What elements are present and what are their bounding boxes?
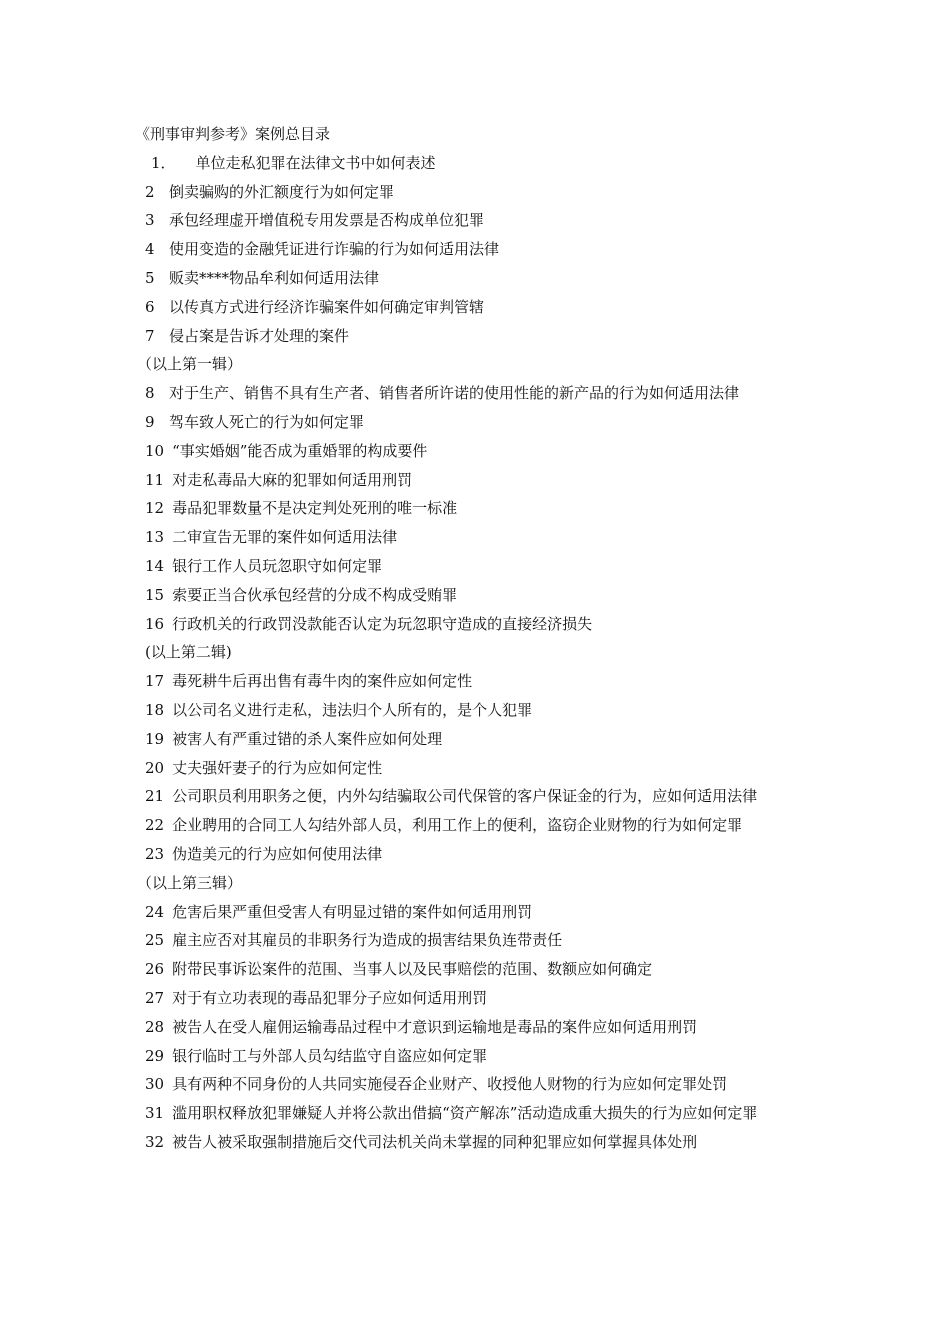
section-marker: （以上第三辑） <box>137 873 243 892</box>
catalog-entry <box>145 667 810 696</box>
catalog-entry <box>145 379 810 408</box>
entry-number: 12 <box>145 499 165 518</box>
entry-title: “事实婚姻”能否成为重婚罪的构成要件 <box>172 441 428 460</box>
catalog-entry <box>145 552 810 581</box>
catalog-entry <box>145 926 810 955</box>
catalog-entry <box>145 1099 810 1128</box>
catalog-entry <box>145 322 810 351</box>
catalog-entry <box>145 811 810 840</box>
catalog-entry <box>145 840 810 869</box>
entry-title: 雇主应否对其雇员的非职务行为造成的损害结果负连带责任 <box>172 931 563 950</box>
catalog-entry <box>145 178 810 207</box>
catalog-entry <box>145 754 810 783</box>
entry-number: 17 <box>145 672 165 691</box>
entry-number: 16 <box>145 614 165 633</box>
entry-number: 15 <box>145 585 165 604</box>
entry-title: 驾车致人死亡的行为如何定罪 <box>169 412 365 431</box>
catalog-entry <box>145 1070 810 1099</box>
catalog-entry <box>145 581 810 610</box>
entry-title: 丈夫强奸妻子的行为应如何定性 <box>172 758 383 777</box>
entry-title: 二审宣告无罪的案件如何适用法律 <box>172 528 398 547</box>
entry-number: 11 <box>145 470 165 489</box>
entry-number: 22 <box>145 816 165 835</box>
catalog-entry <box>145 696 810 725</box>
entry-title: 以公司名义进行走私，违法归个人所有的，是个人犯罪 <box>172 700 533 719</box>
entry-number: 8 <box>145 384 155 403</box>
entry-title: 对走私毒品大麻的犯罪如何适用刑罚 <box>172 470 413 489</box>
entry-title: 毒死耕牛后再出售有毒牛肉的案件应如何定性 <box>172 672 473 691</box>
entry-title: 以传真方式进行经济诈骗案件如何确定审判管辖 <box>169 297 485 316</box>
entry-number: 31 <box>145 1104 165 1123</box>
entry-title: 对于生产、销售不具有生产者、销售者所许诺的使用性能的新产品的行为如何适用法律 <box>169 384 740 403</box>
entry-number: 32 <box>145 1132 165 1151</box>
entry-title: 企业聘用的合同工人勾结外部人员，利用工作上的便利，盗窃企业财物的行为如何定罪 <box>172 816 743 835</box>
catalog-entry <box>145 235 810 264</box>
entry-number: 18 <box>145 700 165 719</box>
entry-title: 单位走私犯罪在法律文书中如何表述 <box>195 153 436 172</box>
catalog-entry <box>145 466 810 495</box>
entry-number: 6 <box>145 297 155 316</box>
entry-title: 索要正当合伙承包经营的分成不构成受贿罪 <box>172 585 458 604</box>
catalog-entry <box>145 408 810 437</box>
entry-title: 行政机关的行政罚没款能否认定为玩忽职守造成的直接经济损失 <box>172 614 593 633</box>
catalog-entry <box>145 264 810 293</box>
entry-title: 侵占案是告诉才处理的案件 <box>169 326 350 345</box>
entry-title: 附带民事诉讼案件的范围、当事人以及民事赔偿的范围、数额应如何确定 <box>172 960 653 979</box>
entry-title: 使用变造的金融凭证进行诈骗的行为如何适用法律 <box>169 240 500 259</box>
entry-number: 14 <box>145 556 165 575</box>
entry-number: 24 <box>145 902 165 921</box>
catalog-entry <box>145 1128 810 1157</box>
entry-number: 4 <box>145 240 155 259</box>
entry-number: 27 <box>145 988 165 1007</box>
catalog-entry <box>145 1042 810 1071</box>
entry-number: 13 <box>145 528 165 547</box>
entry-number: 21 <box>145 787 165 806</box>
entry-number: 30 <box>145 1075 165 1094</box>
entry-number: 20 <box>145 758 165 777</box>
catalog-entry <box>145 955 810 984</box>
entry-title: 危害后果严重但受害人有明显过错的案件如何适用刑罚 <box>172 902 533 921</box>
catalog-content <box>135 120 810 1157</box>
catalog-entry <box>145 610 810 639</box>
section-marker: (以上第二辑) <box>145 643 232 662</box>
entry-number: 3 <box>145 211 155 230</box>
entry-title: 对于有立功表现的毒品犯罪分子应如何适用刑罚 <box>172 988 488 1007</box>
document-title: 《刑事审判参考》案例总目录 <box>135 125 331 143</box>
catalog-entry <box>145 523 810 552</box>
entry-title: 银行临时工与外部人员勾结监守自盗应如何定罪 <box>172 1046 488 1065</box>
catalog-entry <box>145 725 810 754</box>
entry-number: 19 <box>145 729 165 748</box>
entry-title: 被告人被采取强制措施后交代司法机关尚未掌握的同种犯罪应如何掌握具体处刑 <box>172 1132 698 1151</box>
entry-number: 23 <box>145 844 165 863</box>
catalog-entry <box>145 437 810 466</box>
entry-number: 2 <box>145 182 155 201</box>
entry-title: 贩卖****物品牟利如何适用法律 <box>169 268 380 287</box>
entry-title: 具有两种不同身份的人共同实施侵吞企业财产、收授他人财物的行为应如何定罪处罚 <box>172 1075 728 1094</box>
entry-title: 承包经理虚开增值税专用发票是否构成单位犯罪 <box>169 211 485 230</box>
catalog-entry <box>145 494 810 523</box>
entry-title: 被害人有严重过错的杀人案件应如何处理 <box>172 729 443 748</box>
entry-title: 毒品犯罪数量不是决定判处死刑的唯一标准 <box>172 499 458 518</box>
entry-number: 5 <box>145 268 155 287</box>
entry-number: 26 <box>145 960 165 979</box>
entry-title: 伪造美元的行为应如何使用法律 <box>172 844 383 863</box>
entry-number: 29 <box>145 1046 165 1065</box>
section-marker: （以上第一辑） <box>137 355 243 374</box>
catalog-entry <box>145 898 810 927</box>
entry-number: 28 <box>145 1017 165 1036</box>
entry-number: 1． <box>151 153 176 172</box>
entry-number: 25 <box>145 931 165 950</box>
entry-number: 7 <box>145 326 155 345</box>
entry-number: 10 <box>145 441 165 460</box>
catalog-entry <box>145 984 810 1013</box>
catalog-entry <box>145 293 810 322</box>
entry-title: 倒卖骗购的外汇额度行为如何定罪 <box>169 182 395 201</box>
catalog-list <box>137 149 810 1157</box>
catalog-entry <box>145 206 810 235</box>
entry-title: 被告人在受人雇佣运输毒品过程中才意识到运输地是毒品的案件应如何适用刑罚 <box>172 1017 698 1036</box>
catalog-entry <box>151 149 810 178</box>
entry-number: 9 <box>145 412 155 431</box>
catalog-entry <box>145 1013 810 1042</box>
entry-title: 银行工作人员玩忽职守如何定罪 <box>172 556 383 575</box>
entry-title: 公司职员利用职务之便，内外勾结骗取公司代保管的客户保证金的行为，应如何适用法律 <box>172 787 758 806</box>
catalog-entry <box>145 782 810 811</box>
entry-title: 滥用职权释放犯罪嫌疑人并将公款出借搞“资产解冻”活动造成重大损失的行为应如何定罪 <box>172 1104 758 1123</box>
